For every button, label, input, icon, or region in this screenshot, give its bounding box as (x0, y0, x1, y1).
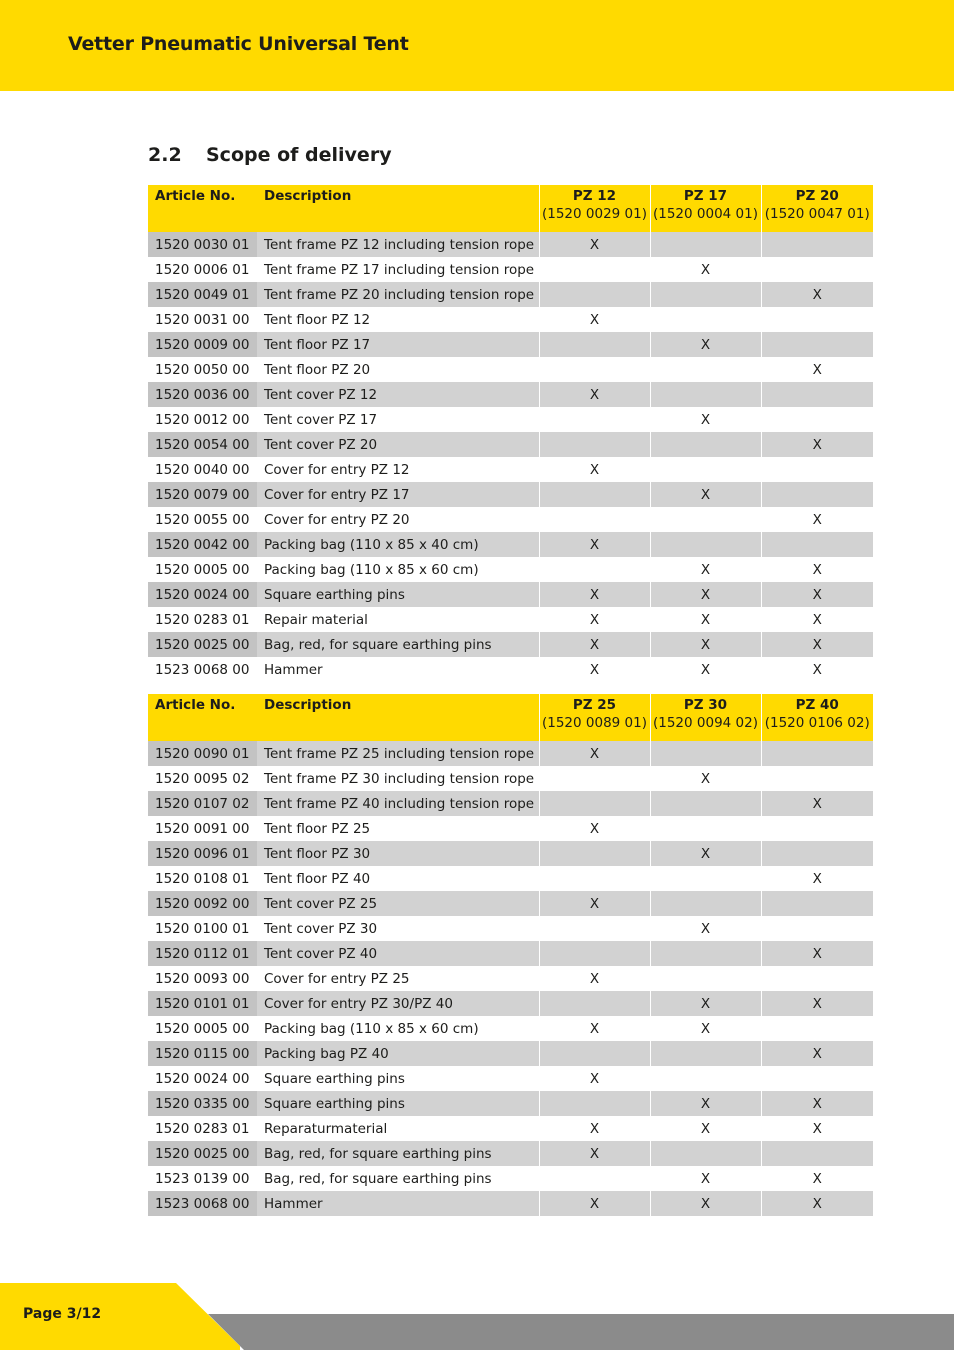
model-name: PZ 30 (683, 697, 728, 713)
article-cell: 1520 0005 00 (155, 561, 250, 578)
model-mark-cell: X (650, 1116, 761, 1141)
model-mark-cell (539, 841, 650, 866)
description-cell: Cover for entry PZ 20 (264, 511, 410, 528)
model-mark-cell (650, 966, 761, 991)
model-mark-cell: X (539, 582, 650, 607)
model-mark-cell: X (539, 232, 650, 257)
table-row (148, 766, 873, 791)
description-cell: Tent cover PZ 30 (264, 920, 378, 937)
article-cell: 1520 0006 01 (155, 261, 250, 278)
description-cell: Square earthing pins (264, 1070, 405, 1087)
model-mark-cell: X (650, 557, 761, 582)
table-row (148, 741, 873, 766)
model-mark-cell: X (761, 1166, 873, 1191)
table-row (148, 1041, 873, 1066)
model-mark-cell (761, 1141, 873, 1166)
description-cell: Cover for entry PZ 17 (257, 482, 539, 507)
model-mark-cell: X (650, 1191, 761, 1216)
model-mark-cell (761, 766, 873, 791)
model-mark-cell (761, 891, 873, 916)
description-cell: Tent frame PZ 20 including tension rope (257, 282, 539, 307)
model-mark-cell: X (761, 282, 873, 307)
model-mark-cell (761, 232, 873, 257)
description-cell: Tent frame PZ 12 including tension rope (257, 232, 539, 257)
model-mark-cell: X (539, 607, 650, 632)
model-mark-cell (761, 841, 873, 866)
table-row (148, 891, 873, 916)
model-name: PZ 17 (683, 188, 728, 204)
model-mark-cell (650, 432, 761, 457)
article-cell: 1520 0031 00 (155, 311, 250, 328)
model-mark-cell: X (650, 841, 761, 866)
article-cell: 1520 0335 00 (148, 1091, 257, 1116)
model-mark-cell: X (539, 816, 650, 841)
description-cell: Bag, red, for square earthing pins (257, 1141, 539, 1166)
model-mark-cell (761, 916, 873, 941)
column-header-model (539, 185, 650, 232)
article-cell: 1520 0093 00 (155, 970, 250, 987)
table-row (148, 457, 873, 482)
description-cell: Square earthing pins (257, 582, 539, 607)
article-cell: 1520 0025 00 (148, 632, 257, 657)
table-row (148, 232, 873, 257)
scope-table-pz12-pz20 (148, 185, 873, 682)
article-cell: 1520 0042 00 (148, 532, 257, 557)
model-mark-cell: X (650, 332, 761, 357)
model-name: PZ 25 (572, 697, 617, 713)
table-row (148, 582, 873, 607)
article-cell: 1520 0050 00 (155, 361, 250, 378)
article-cell: 1520 0024 00 (148, 582, 257, 607)
article-cell: 1520 0101 01 (148, 991, 257, 1016)
article-cell: 1523 0068 00 (155, 661, 250, 678)
table-row (148, 432, 873, 457)
model-mark-cell: X (650, 766, 761, 791)
table-row (148, 332, 873, 357)
article-cell: 1520 0005 00 (155, 1020, 250, 1037)
model-mark-cell (650, 891, 761, 916)
model-name: PZ 40 (795, 697, 839, 713)
description-cell: Cover for entry PZ 12 (264, 461, 410, 478)
description-cell: Cover for entry PZ 30/PZ 40 (257, 991, 539, 1016)
article-cell: 1520 0079 00 (148, 482, 257, 507)
article-cell: 1520 0096 01 (148, 841, 257, 866)
article-cell: 1520 0115 00 (148, 1041, 257, 1066)
model-mark-cell: X (539, 1141, 650, 1166)
model-mark-cell: X (650, 582, 761, 607)
column-header-model (650, 185, 761, 232)
model-mark-cell: X (539, 657, 650, 682)
model-mark-cell (539, 916, 650, 941)
table-row (148, 941, 873, 966)
model-mark-cell: X (650, 1091, 761, 1116)
table-row (148, 632, 873, 657)
table-row (148, 1091, 873, 1116)
model-mark-cell (539, 257, 650, 282)
model-mark-cell: X (539, 632, 650, 657)
model-code: (1520 0106 02) (764, 715, 870, 731)
model-mark-cell (650, 357, 761, 382)
model-name: PZ 20 (795, 188, 839, 204)
description-cell: Tent floor PZ 17 (257, 332, 539, 357)
description-cell: Hammer (264, 661, 323, 678)
table-row (148, 657, 873, 682)
article-cell: 1520 0108 01 (155, 870, 250, 887)
model-mark-cell: X (650, 1166, 761, 1191)
model-mark-cell (761, 307, 873, 332)
model-mark-cell: X (761, 432, 873, 457)
model-mark-cell: X (650, 407, 761, 432)
article-cell: 1520 0036 00 (148, 382, 257, 407)
model-mark-cell (539, 357, 650, 382)
table-row (148, 791, 873, 816)
article-cell: 1520 0024 00 (155, 1070, 250, 1087)
section-number: 2.2 (148, 144, 182, 166)
model-mark-cell (539, 332, 650, 357)
article-cell: 1523 0068 00 (148, 1191, 257, 1216)
model-mark-cell (650, 307, 761, 332)
description-cell: Packing bag PZ 40 (257, 1041, 539, 1066)
model-mark-cell (761, 741, 873, 766)
model-mark-cell (539, 507, 650, 532)
model-mark-cell (539, 407, 650, 432)
model-mark-cell (761, 532, 873, 557)
model-mark-cell: X (650, 991, 761, 1016)
column-header-model (539, 694, 650, 741)
scope-table-pz25-pz40 (148, 694, 873, 1216)
model-mark-cell (650, 382, 761, 407)
table-row (148, 966, 873, 991)
model-mark-cell (650, 791, 761, 816)
model-mark-cell: X (761, 1116, 873, 1141)
table-row (148, 1141, 873, 1166)
column-header-article: Article No. (148, 694, 257, 741)
model-mark-cell: X (539, 457, 650, 482)
table-row (148, 382, 873, 407)
model-mark-cell (539, 432, 650, 457)
table-row (148, 482, 873, 507)
table-row (148, 407, 873, 432)
model-mark-cell (650, 282, 761, 307)
model-mark-cell: X (650, 632, 761, 657)
model-mark-cell: X (539, 307, 650, 332)
document-title: Vetter Pneumatic Universal Tent (68, 33, 409, 55)
description-cell: Tent cover PZ 17 (264, 411, 378, 428)
article-cell: 1520 0112 01 (148, 941, 257, 966)
column-header-model (650, 694, 761, 741)
article-cell: 1520 0055 00 (155, 511, 250, 528)
description-cell: Packing bag (110 x 85 x 60 cm) (264, 561, 479, 578)
column-header-model (761, 694, 873, 741)
footer-gray-band (208, 1314, 954, 1350)
model-mark-cell (761, 1066, 873, 1091)
article-cell: 1520 0283 01 (155, 611, 250, 628)
model-mark-cell (539, 766, 650, 791)
page-number: Page 3/12 (23, 1306, 102, 1322)
model-mark-cell: X (761, 1091, 873, 1116)
model-mark-cell: X (761, 607, 873, 632)
model-mark-cell: X (539, 1191, 650, 1216)
model-mark-cell: X (761, 507, 873, 532)
article-cell: 1520 0030 01 (148, 232, 257, 257)
model-mark-cell (539, 1091, 650, 1116)
model-code: (1520 0047 01) (764, 206, 870, 222)
section-title: Scope of delivery (206, 144, 392, 166)
model-mark-cell: X (539, 532, 650, 557)
description-cell: Bag, red, for square earthing pins (264, 1170, 492, 1187)
table-row (148, 1166, 873, 1191)
table-row (148, 866, 873, 891)
description-cell: Packing bag (110 x 85 x 40 cm) (257, 532, 539, 557)
model-mark-cell: X (539, 891, 650, 916)
article-cell: 1520 0283 01 (155, 1120, 250, 1137)
model-mark-cell: X (650, 607, 761, 632)
model-mark-cell (650, 816, 761, 841)
model-code: (1520 0004 01) (652, 206, 758, 222)
table-row (148, 1191, 873, 1216)
model-mark-cell (650, 457, 761, 482)
model-mark-cell (650, 1066, 761, 1091)
table-row (148, 1016, 873, 1041)
description-cell: Tent cover PZ 12 (257, 382, 539, 407)
column-header-model (761, 185, 873, 232)
model-mark-cell: X (650, 1016, 761, 1041)
column-header-article: Article No. (148, 185, 257, 232)
section-heading (148, 144, 392, 166)
model-mark-cell (761, 332, 873, 357)
description-cell: Tent floor PZ 12 (264, 311, 371, 328)
model-mark-cell (650, 1141, 761, 1166)
model-mark-cell: X (539, 741, 650, 766)
description-cell: Reparaturmaterial (264, 1120, 388, 1137)
model-mark-cell (761, 407, 873, 432)
description-cell: Tent frame PZ 30 including tension rope (264, 770, 535, 787)
model-mark-cell: X (650, 916, 761, 941)
description-cell: Tent cover PZ 20 (257, 432, 539, 457)
table-row (148, 1066, 873, 1091)
description-cell: Tent floor PZ 20 (264, 361, 371, 378)
description-cell: Hammer (257, 1191, 539, 1216)
model-mark-cell (650, 507, 761, 532)
table-row (148, 991, 873, 1016)
description-cell: Square earthing pins (257, 1091, 539, 1116)
model-mark-cell (539, 991, 650, 1016)
description-cell: Bag, red, for square earthing pins (257, 632, 539, 657)
article-cell: 1520 0025 00 (148, 1141, 257, 1166)
table-row (148, 816, 873, 841)
model-mark-cell: X (761, 582, 873, 607)
model-mark-cell: X (761, 991, 873, 1016)
table-header-row (148, 694, 873, 741)
description-cell: Tent frame PZ 17 including tension rope (264, 261, 535, 278)
model-mark-cell: X (539, 1016, 650, 1041)
model-mark-cell: X (539, 382, 650, 407)
column-header-description: Description (257, 694, 539, 741)
article-cell: 1520 0092 00 (148, 891, 257, 916)
model-mark-cell (650, 866, 761, 891)
model-mark-cell (761, 482, 873, 507)
table-row (148, 607, 873, 632)
model-mark-cell (761, 1016, 873, 1041)
article-cell: 1520 0040 00 (155, 461, 250, 478)
model-mark-cell (539, 1166, 650, 1191)
model-mark-cell: X (761, 657, 873, 682)
model-mark-cell: X (539, 1066, 650, 1091)
model-mark-cell (539, 282, 650, 307)
description-cell: Tent cover PZ 25 (257, 891, 539, 916)
model-mark-cell: X (539, 1116, 650, 1141)
model-name: PZ 12 (572, 188, 617, 204)
model-mark-cell (539, 557, 650, 582)
description-cell: Tent floor PZ 30 (257, 841, 539, 866)
model-mark-cell (650, 232, 761, 257)
model-mark-cell: X (761, 941, 873, 966)
description-cell: Packing bag (110 x 85 x 60 cm) (264, 1020, 479, 1037)
article-cell: 1520 0095 02 (155, 770, 250, 787)
model-mark-cell: X (650, 657, 761, 682)
table-row (148, 916, 873, 941)
model-mark-cell (761, 816, 873, 841)
model-mark-cell (761, 966, 873, 991)
model-mark-cell (539, 482, 650, 507)
table-row (148, 307, 873, 332)
model-mark-cell (650, 1041, 761, 1066)
model-mark-cell (761, 457, 873, 482)
table-row (148, 841, 873, 866)
description-cell: Tent floor PZ 25 (264, 820, 371, 837)
model-mark-cell: X (761, 1041, 873, 1066)
article-cell: 1520 0090 01 (148, 741, 257, 766)
table-row (148, 507, 873, 532)
article-cell: 1520 0012 00 (155, 411, 250, 428)
description-cell: Tent frame PZ 40 including tension rope (257, 791, 539, 816)
article-cell: 1520 0091 00 (155, 820, 250, 837)
table-row (148, 257, 873, 282)
article-cell: 1523 0139 00 (155, 1170, 250, 1187)
model-mark-cell: X (650, 482, 761, 507)
model-mark-cell (539, 866, 650, 891)
model-code: (1520 0094 02) (652, 715, 758, 731)
article-cell: 1520 0054 00 (148, 432, 257, 457)
model-mark-cell: X (761, 1191, 873, 1216)
model-mark-cell (539, 941, 650, 966)
article-cell: 1520 0100 01 (155, 920, 250, 937)
model-mark-cell: X (761, 866, 873, 891)
table-row (148, 1116, 873, 1141)
article-cell: 1520 0107 02 (148, 791, 257, 816)
model-mark-cell (650, 941, 761, 966)
table-row (148, 532, 873, 557)
model-code: (1520 0089 01) (541, 715, 647, 731)
model-mark-cell (761, 257, 873, 282)
model-mark-cell: X (761, 632, 873, 657)
model-mark-cell (539, 1041, 650, 1066)
model-mark-cell (539, 791, 650, 816)
model-mark-cell: X (539, 966, 650, 991)
description-cell: Cover for entry PZ 25 (264, 970, 410, 987)
model-code: (1520 0029 01) (541, 206, 647, 222)
model-mark-cell (650, 741, 761, 766)
description-cell: Repair material (264, 611, 368, 628)
model-mark-cell (650, 532, 761, 557)
table-row (148, 557, 873, 582)
model-mark-cell: X (761, 557, 873, 582)
table-header-row (148, 185, 873, 232)
column-header-description: Description (257, 185, 539, 232)
description-cell: Tent floor PZ 40 (264, 870, 371, 887)
description-cell: Tent frame PZ 25 including tension rope (257, 741, 539, 766)
article-cell: 1520 0009 00 (148, 332, 257, 357)
model-mark-cell: X (650, 257, 761, 282)
model-mark-cell (761, 382, 873, 407)
table-row (148, 357, 873, 382)
table-row (148, 282, 873, 307)
model-mark-cell: X (761, 791, 873, 816)
description-cell: Tent cover PZ 40 (257, 941, 539, 966)
article-cell: 1520 0049 01 (148, 282, 257, 307)
model-mark-cell: X (761, 357, 873, 382)
